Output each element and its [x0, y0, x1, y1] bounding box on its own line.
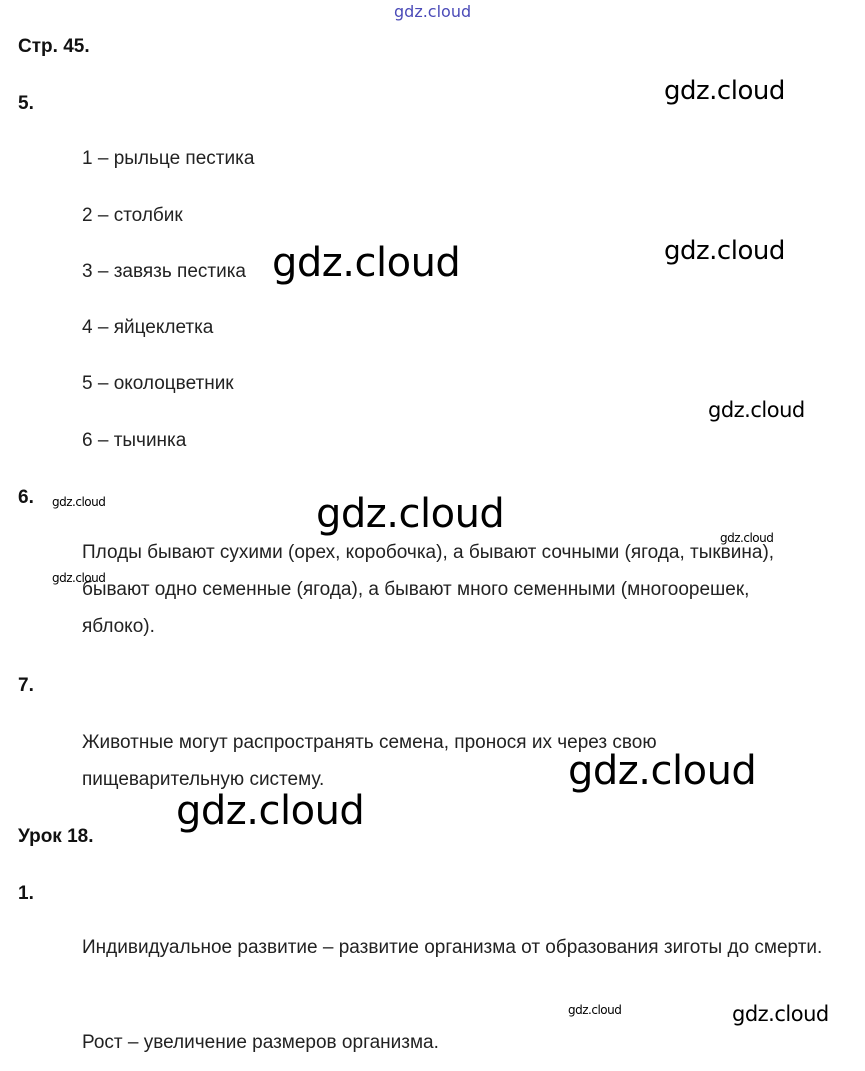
watermark: gdz.cloud — [316, 491, 505, 537]
page-label: Стр. 45. — [18, 36, 90, 57]
question-7-number: 7. — [18, 675, 34, 696]
watermark: gdz.cloud — [720, 531, 774, 545]
q5-item-6: 6 – тычинка — [82, 430, 187, 451]
watermark: gdz.cloud — [732, 1002, 829, 1026]
watermark: gdz.cloud — [568, 1003, 622, 1017]
watermark: gdz.cloud — [708, 398, 805, 422]
question-6-number: 6. — [18, 487, 34, 508]
lesson-question-1-number: 1. — [18, 883, 34, 904]
header-watermark: gdz.cloud — [394, 2, 472, 21]
q6-answer: Плоды бывают сухими (орех, коробочка), а бывают сочными (ягода, тыквина), бывают одно семенные (ягода), а бывают много семенными (многоорешек, яблоко). — [82, 542, 775, 637]
watermark: gdz.cloud — [664, 76, 785, 106]
watermark: gdz.cloud — [272, 240, 461, 286]
lesson-q1-definition-development: Индивидуальное развитие – развитие организма от образования зиготы до смерти. — [82, 937, 823, 958]
q5-item-1: 1 – рыльце пестика — [82, 148, 255, 169]
watermark: gdz.cloud — [568, 748, 757, 794]
q7-answer: Животные могут распространять семена, пронося их через свою пищеварительную систему. — [82, 732, 657, 790]
q5-item-5: 5 – околоцветник — [82, 373, 234, 394]
question-5-number: 5. — [18, 93, 34, 114]
lesson-q1-definition-growth: Рост – увеличение размеров организма. — [82, 1032, 439, 1053]
watermark: gdz.cloud — [664, 236, 785, 266]
q5-item-4: 4 – яйцеклетка — [82, 317, 214, 338]
q5-item-3: 3 – завязь пестика — [82, 261, 246, 282]
q5-item-2: 2 – столбик — [82, 205, 183, 226]
watermark: gdz.cloud — [176, 788, 365, 834]
lesson-title: Урок 18. — [18, 826, 94, 847]
watermark: gdz.cloud — [52, 571, 106, 585]
watermark: gdz.cloud — [52, 495, 106, 509]
